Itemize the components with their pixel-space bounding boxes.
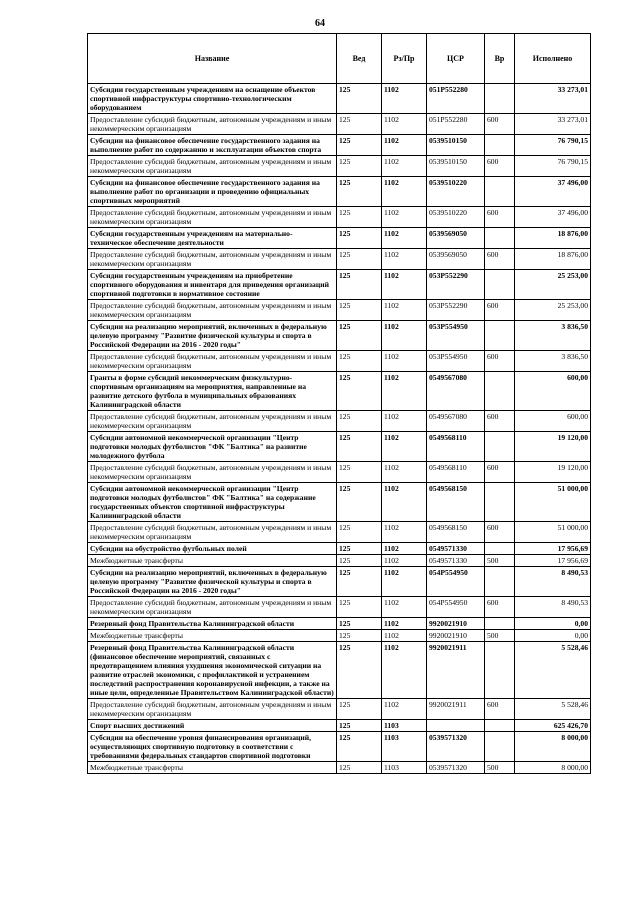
cell-rzpr: 1102 — [382, 597, 427, 618]
cell-name: Предоставление субсидий бюджетным, автономным учреждениям и иным некоммерческим организациям — [88, 597, 337, 618]
cell-rzpr: 1102 — [382, 699, 427, 720]
header-ved: Вед — [337, 34, 382, 84]
cell-sum: 76 790,15 — [515, 135, 591, 156]
cell-vr: 500 — [485, 762, 515, 774]
cell-sum: 3 836,50 — [515, 321, 591, 351]
table-row — [88, 351, 591, 372]
cell-vr — [485, 228, 515, 249]
cell-sum: 0,00 — [515, 618, 591, 630]
table-row — [88, 372, 591, 411]
cell-rzpr: 1102 — [382, 432, 427, 462]
cell-vr: 600 — [485, 207, 515, 228]
cell-ved: 125 — [337, 543, 382, 555]
cell-ved: 125 — [337, 351, 382, 372]
cell-csr: 0539510150 — [427, 156, 485, 177]
cell-vr: 600 — [485, 522, 515, 543]
cell-csr: 9920021911 — [427, 642, 485, 699]
cell-ved: 125 — [337, 177, 382, 207]
cell-csr: 054P554950 — [427, 597, 485, 618]
cell-vr — [485, 543, 515, 555]
table-row — [88, 321, 591, 351]
cell-csr: 9920021910 — [427, 630, 485, 642]
cell-rzpr: 1102 — [382, 270, 427, 300]
cell-vr: 600 — [485, 300, 515, 321]
cell-rzpr: 1102 — [382, 522, 427, 543]
table-row — [88, 270, 591, 300]
table-row — [88, 567, 591, 597]
cell-csr: 9920021911 — [427, 699, 485, 720]
cell-csr: 0539571320 — [427, 762, 485, 774]
cell-name: Резервный фонд Правительства Калининградской области — [88, 618, 337, 630]
cell-vr: 600 — [485, 114, 515, 135]
cell-name: Межбюджетные трансферты — [88, 630, 337, 642]
cell-name: Субсидии на обеспечение уровня финансирования организаций, осуществляющих спортивную подготовку в соответствии с требованиями федеральных стандартов спортивной подготовки — [88, 732, 337, 762]
cell-csr: 0539569050 — [427, 228, 485, 249]
cell-vr — [485, 732, 515, 762]
table-header-row — [88, 34, 591, 84]
cell-ved: 125 — [337, 642, 382, 699]
cell-csr: 0549571330 — [427, 543, 485, 555]
table-row — [88, 483, 591, 522]
cell-vr: 600 — [485, 597, 515, 618]
cell-csr: 0549568150 — [427, 483, 485, 522]
cell-name: Спорт высших достижений — [88, 720, 337, 732]
cell-vr: 600 — [485, 351, 515, 372]
cell-rzpr: 1102 — [382, 300, 427, 321]
cell-csr: 0549567080 — [427, 411, 485, 432]
cell-name: Предоставление субсидий бюджетным, автономным учреждениям и иным некоммерческим организациям — [88, 249, 337, 270]
cell-vr — [485, 321, 515, 351]
table-row — [88, 618, 591, 630]
cell-sum: 3 836,50 — [515, 351, 591, 372]
cell-csr: 0549568110 — [427, 432, 485, 462]
cell-sum: 5 528,46 — [515, 642, 591, 699]
cell-rzpr: 1102 — [382, 114, 427, 135]
cell-sum: 33 273,01 — [515, 84, 591, 114]
cell-name: Субсидии автономной некоммерческой организации "Центр подготовки молодых футболистов" ФК "Балтика" на содержание государственных объектов спортивной инфраструктуры Калининградской области — [88, 483, 337, 522]
cell-vr — [485, 432, 515, 462]
cell-vr: 600 — [485, 249, 515, 270]
cell-vr — [485, 372, 515, 411]
cell-rzpr: 1103 — [382, 720, 427, 732]
table-row — [88, 699, 591, 720]
cell-ved: 125 — [337, 432, 382, 462]
cell-rzpr: 1102 — [382, 228, 427, 249]
table-row — [88, 300, 591, 321]
cell-name: Предоставление субсидий бюджетным, автономным учреждениям и иным некоммерческим организациям — [88, 699, 337, 720]
cell-ved: 125 — [337, 597, 382, 618]
cell-rzpr: 1102 — [382, 555, 427, 567]
table-row — [88, 597, 591, 618]
table-row — [88, 411, 591, 432]
table-row — [88, 462, 591, 483]
cell-vr: 600 — [485, 156, 515, 177]
table-row — [88, 249, 591, 270]
table-row — [88, 762, 591, 774]
cell-rzpr: 1102 — [382, 351, 427, 372]
cell-name: Субсидии на обустройство футбольных полей — [88, 543, 337, 555]
cell-name: Субсидии на финансовое обеспечение государственного задания на выполнение работ по содержанию и эксплуатации объектов спорта — [88, 135, 337, 156]
cell-ved: 125 — [337, 555, 382, 567]
cell-name: Субсидии на реализацию мероприятий, включенных в федеральную целевую программу "Развитие физической культуры и спорта в Российской Федерации на 2016 - 2020 годы" — [88, 567, 337, 597]
table-row — [88, 228, 591, 249]
cell-name: Предоставление субсидий бюджетным, автономным учреждениям и иным некоммерческим организациям — [88, 351, 337, 372]
cell-rzpr: 1103 — [382, 762, 427, 774]
header-sum: Исполнено — [515, 34, 591, 84]
cell-ved: 125 — [337, 372, 382, 411]
table-row — [88, 432, 591, 462]
table-body — [88, 84, 591, 774]
cell-sum: 8 000,00 — [515, 762, 591, 774]
table-row — [88, 630, 591, 642]
cell-ved: 125 — [337, 84, 382, 114]
cell-vr: 500 — [485, 555, 515, 567]
cell-sum: 17 956,69 — [515, 543, 591, 555]
cell-name: Резервный фонд Правительства Калининградской области (финансовое обеспечение мероприятий, связанных с предотвращением влияния ухудшения экономической ситуации на развитие отраслей экономики, с профилактикой и устранением последствий распространения коронавирусной инфекции, а также на иные цели, определенные Правительством Калининградской области) — [88, 642, 337, 699]
cell-vr — [485, 84, 515, 114]
cell-sum: 19 120,00 — [515, 462, 591, 483]
budget-execution-table — [87, 33, 591, 774]
cell-csr: 0539510150 — [427, 135, 485, 156]
cell-rzpr: 1102 — [382, 483, 427, 522]
cell-name: Предоставление субсидий бюджетным, автономным учреждениям и иным некоммерческим организациям — [88, 300, 337, 321]
cell-sum: 25 253,00 — [515, 300, 591, 321]
cell-vr: 600 — [485, 699, 515, 720]
cell-rzpr: 1102 — [382, 84, 427, 114]
cell-csr: 051P552280 — [427, 84, 485, 114]
cell-name: Субсидии государственным учреждениям на оснащение объектов спортивной инфраструктуры спортивно-технологическим оборудованием — [88, 84, 337, 114]
cell-csr: 053P552290 — [427, 300, 485, 321]
cell-ved: 125 — [337, 699, 382, 720]
cell-sum: 8 490,53 — [515, 597, 591, 618]
cell-sum: 625 426,70 — [515, 720, 591, 732]
cell-csr: 053P552290 — [427, 270, 485, 300]
cell-vr — [485, 270, 515, 300]
table-row — [88, 720, 591, 732]
cell-sum: 18 876,00 — [515, 249, 591, 270]
table-row — [88, 114, 591, 135]
cell-csr: 0539510220 — [427, 177, 485, 207]
cell-rzpr: 1102 — [382, 177, 427, 207]
table-row — [88, 207, 591, 228]
cell-sum: 25 253,00 — [515, 270, 591, 300]
header-name: Название — [88, 34, 337, 84]
cell-rzpr: 1102 — [382, 249, 427, 270]
cell-vr: 600 — [485, 411, 515, 432]
table-row — [88, 156, 591, 177]
cell-csr: 053P554950 — [427, 321, 485, 351]
page-number: 64 — [315, 18, 325, 29]
cell-ved: 125 — [337, 462, 382, 483]
table-row — [88, 522, 591, 543]
cell-name: Предоставление субсидий бюджетным, автономным учреждениям и иным некоммерческим организациям — [88, 462, 337, 483]
cell-rzpr: 1102 — [382, 321, 427, 351]
cell-sum: 0,00 — [515, 630, 591, 642]
table-row — [88, 135, 591, 156]
cell-vr — [485, 720, 515, 732]
cell-vr — [485, 642, 515, 699]
cell-ved: 125 — [337, 300, 382, 321]
cell-sum: 600,00 — [515, 372, 591, 411]
cell-rzpr: 1102 — [382, 207, 427, 228]
table-row — [88, 555, 591, 567]
cell-csr: 054P554950 — [427, 567, 485, 597]
cell-ved: 125 — [337, 732, 382, 762]
cell-csr: 0549568150 — [427, 522, 485, 543]
cell-rzpr: 1102 — [382, 411, 427, 432]
table-row — [88, 732, 591, 762]
cell-sum: 37 496,00 — [515, 207, 591, 228]
cell-sum: 8 490,53 — [515, 567, 591, 597]
cell-name: Субсидии государственным учреждениям на материально-техническое обеспечение деятельности — [88, 228, 337, 249]
cell-ved: 125 — [337, 114, 382, 135]
cell-sum: 8 000,00 — [515, 732, 591, 762]
cell-ved: 125 — [337, 156, 382, 177]
cell-ved: 125 — [337, 270, 382, 300]
cell-name: Предоставление субсидий бюджетным, автономным учреждениям и иным некоммерческим организациям — [88, 114, 337, 135]
cell-ved: 125 — [337, 321, 382, 351]
cell-ved: 125 — [337, 522, 382, 543]
cell-name: Предоставление субсидий бюджетным, автономным учреждениям и иным некоммерческим организациям — [88, 411, 337, 432]
cell-name: Субсидии государственным учреждениям на приобретение спортивного оборудования и инвентаря для приведения организаций спортивной подготовки в нормативное состояние — [88, 270, 337, 300]
cell-ved: 125 — [337, 228, 382, 249]
cell-csr: 0549571330 — [427, 555, 485, 567]
cell-csr: 0539571320 — [427, 732, 485, 762]
cell-sum: 76 790,15 — [515, 156, 591, 177]
cell-sum: 51 000,00 — [515, 483, 591, 522]
cell-rzpr: 1102 — [382, 135, 427, 156]
cell-csr: 9920021910 — [427, 618, 485, 630]
cell-ved: 125 — [337, 630, 382, 642]
cell-rzpr: 1102 — [382, 630, 427, 642]
cell-ved: 125 — [337, 483, 382, 522]
cell-ved: 125 — [337, 762, 382, 774]
cell-ved: 125 — [337, 411, 382, 432]
cell-rzpr: 1102 — [382, 156, 427, 177]
cell-ved: 125 — [337, 567, 382, 597]
cell-vr — [485, 177, 515, 207]
table-row — [88, 543, 591, 555]
cell-csr: 0549568110 — [427, 462, 485, 483]
cell-sum: 51 000,00 — [515, 522, 591, 543]
cell-ved: 125 — [337, 618, 382, 630]
header-vr: Вр — [485, 34, 515, 84]
cell-sum: 17 956,69 — [515, 555, 591, 567]
cell-ved: 125 — [337, 720, 382, 732]
cell-name: Межбюджетные трансферты — [88, 555, 337, 567]
cell-vr — [485, 567, 515, 597]
cell-vr — [485, 618, 515, 630]
cell-sum: 5 528,46 — [515, 699, 591, 720]
cell-ved: 125 — [337, 135, 382, 156]
cell-rzpr: 1103 — [382, 732, 427, 762]
table-row — [88, 84, 591, 114]
cell-name: Гранты в форме субсидий некоммерческим физкультурно-спортивным организациям на мероприятия, направленные на развитие детского футбола в муниципальных образованиях Калининградской области — [88, 372, 337, 411]
cell-rzpr: 1102 — [382, 462, 427, 483]
cell-vr — [485, 483, 515, 522]
cell-sum: 19 120,00 — [515, 432, 591, 462]
cell-sum: 33 273,01 — [515, 114, 591, 135]
cell-rzpr: 1102 — [382, 618, 427, 630]
cell-csr — [427, 720, 485, 732]
cell-name: Субсидии на финансовое обеспечение государственного задания на выполнение работ по организации и проведению официальных спортивных мероприятий — [88, 177, 337, 207]
cell-sum: 18 876,00 — [515, 228, 591, 249]
cell-vr: 600 — [485, 462, 515, 483]
cell-rzpr: 1102 — [382, 567, 427, 597]
cell-sum: 600,00 — [515, 411, 591, 432]
cell-name: Субсидии автономной некоммерческой организации "Центр подготовки молодых футболистов "ФК "Балтика" на развитие молодежного футбола — [88, 432, 337, 462]
cell-rzpr: 1102 — [382, 372, 427, 411]
cell-csr: 051P552280 — [427, 114, 485, 135]
cell-csr: 0539569050 — [427, 249, 485, 270]
cell-csr: 0549567080 — [427, 372, 485, 411]
cell-vr: 500 — [485, 630, 515, 642]
table-row — [88, 177, 591, 207]
cell-ved: 125 — [337, 249, 382, 270]
cell-name: Предоставление субсидий бюджетным, автономным учреждениям и иным некоммерческим организациям — [88, 207, 337, 228]
header-rzpr: Рз/Пр — [382, 34, 427, 84]
cell-sum: 37 496,00 — [515, 177, 591, 207]
cell-rzpr: 1102 — [382, 642, 427, 699]
header-csr: ЦСР — [427, 34, 485, 84]
cell-rzpr: 1102 — [382, 543, 427, 555]
cell-csr: 0539510220 — [427, 207, 485, 228]
cell-ved: 125 — [337, 207, 382, 228]
cell-vr — [485, 135, 515, 156]
cell-name: Межбюджетные трансферты — [88, 762, 337, 774]
cell-name: Предоставление субсидий бюджетным, автономным учреждениям и иным некоммерческим организациям — [88, 522, 337, 543]
cell-csr: 053P554950 — [427, 351, 485, 372]
cell-name: Субсидии на реализацию мероприятий, включенных в федеральную целевую программу "Развитие физической культуры и спорта в Российской Федерации на 2016 - 2020 годы" — [88, 321, 337, 351]
table-row — [88, 642, 591, 699]
cell-name: Предоставление субсидий бюджетным, автономным учреждениям и иным некоммерческим организациям — [88, 156, 337, 177]
